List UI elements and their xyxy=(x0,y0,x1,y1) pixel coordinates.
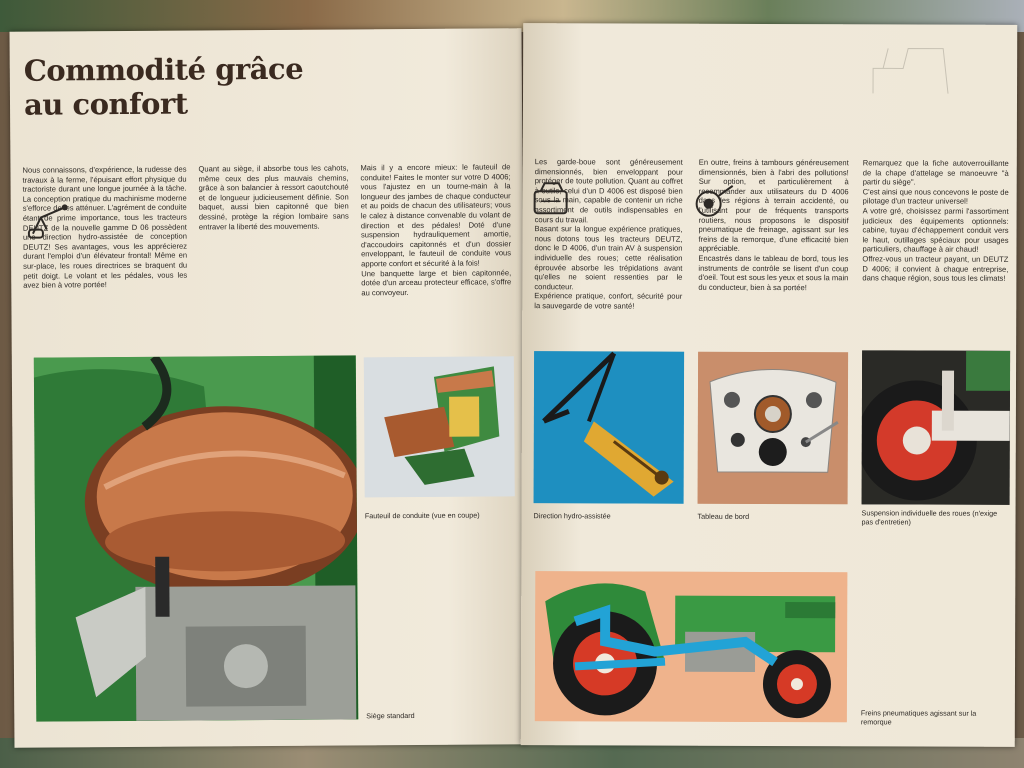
caption-standard-seat: Siège standard xyxy=(366,710,415,721)
tractor-illustration xyxy=(535,571,848,722)
left-text-column-1: Nous connaissons, d'expérience, la rudesse des travaux à la ferme, l'épuisant effort physique du tractoriste durant une longue journée à la tâche. La conception pratique du machinisme moderne s'efforce de les atténuer. L'agrément de conduite étant de prime importance, tous les tracteurs DEUTZ de la nouvelle gamme D 06 possèdent une direction hydro-assistée de conception DEUTZ! Ses avantages, vous les apprécierez durant l'emploi d'un élévateur frontal! Même en sur-place, les roues directrices se braquent du petit doigt. Le volant et les pédales, vous les avez bien à votre portée! xyxy=(22,164,188,290)
driver-seat-illustration xyxy=(364,356,515,497)
suspension-illustration xyxy=(862,350,1011,505)
caption-dashboard: Tableau de bord xyxy=(697,511,750,521)
tractor-brakes-photo xyxy=(535,571,848,722)
right-text-column-1: Les garde-boue sont généreusement dimensionnés, bien enveloppant pour protéger de toute pollution. Quant au coffret à outils, celui d'un D 4006 est disposé bien sous la main, capable de contenir un riche assortiment de outils indispensables en cours du travail. Basant sur la longue expérience pratiques, nous dotons tous les tracteurs DEUTZ, donc le D 4006, d'un train AV à suspension individuelle des roues; cette réalisation éprouvée absorbe les trépidations avant qu'elles ne soient ressenties par le conducteur. Expérience pratique, confort, sécurité pour la sauvegarde de votre santé! xyxy=(534,157,683,311)
caption-driver-seat: Fauteuil de conduite (vue en coupe) xyxy=(364,510,480,521)
standard-seat-illustration xyxy=(34,355,359,721)
suspension-photo xyxy=(862,350,1011,505)
left-text-column-3: Mais il y a encore mieux: le fauteuil de conduite! Faites le monter sur votre D 4006; vous l'ajustez en un tourne-main à la longueur des jambes de chaque conducteur et au poids de chacun des utilisateurs; vous le calez à distance convenable du volant de direction et des pédales! Doté d'une suspension hydrauliquement amortie, d'accoudoirs capitonnés et d'un dossier enveloppant, le fauteuil de conduite vous apporte confort et sécurité à la fois! Une banquette large et bien capitonnée, dotée d'un arceau protecteur efficace, s'offre au convoyeur. xyxy=(360,162,512,298)
right-text-column-3: Remarquez que la fiche autoverrouillante de la chape d'attelage se manoeuvre "à partir du siège". C'est ainsi que nous concevons le poste de pilotage d'un tracteur universel! A votre gré, choisissez parmi l'assortiment judicieux des équipements optionnels: cabine, tuyau d'échappement conduit vers le haut, outillages spéciaux pour usages particuliers, chauffage à air chaud! Offrez-vous un tracteur payant, un DEUTZ D 4006; il convient à chaque entreprise, dans chaque région, sous tous les climats! xyxy=(862,158,1009,283)
dashboard-illustration xyxy=(698,352,849,505)
title-line-2: au confort xyxy=(23,86,188,122)
steering-photo xyxy=(534,351,685,504)
standard-seat-photo xyxy=(34,355,359,721)
caption-steering: Direction hydro-assistée xyxy=(533,511,611,521)
steering-illustration xyxy=(534,351,685,504)
dashboard-photo xyxy=(698,352,849,505)
caption-brakes: Freins pneumatiques agissant sur la remorque xyxy=(860,708,977,727)
brochure-left-page xyxy=(10,28,527,748)
title-line-1: Commodité grâce xyxy=(23,51,304,88)
page-title xyxy=(24,52,304,122)
tractor-sketch xyxy=(863,38,983,108)
left-text-column-2: Quant au siège, il absorbe tous les cahots, même ceux des plus mauvais chemins, grâce à son balancier à ressort caoutchouté et de longueur judicieusement définie. Son baquet, aussi bien capitonné que bien dessiné, protège la région lombaire sans entraver la liberté des mouvements. xyxy=(198,163,349,232)
brochure-right-page xyxy=(521,23,1018,747)
driver-seat-photo xyxy=(364,356,515,497)
right-text-column-2: En outre, freins à tambours généreusement dimensionnés, bien à l'abri des pollutions! Sur option, et particulièrement à recommander aux utilisateurs du D 4006 dans les régions à terrain accidenté, ou l'utilisant pour de fréquents transports routiers, nous proposons le dispositif pneumatique de freinage, agissant sur les freins de la remorque, d'une efficacité bien appréciable. Encastrés dans le tableau de bord, tous les instruments de contrôle se lisent d'un coup d'oeil. Tout est sous les yeux et sous la main du conducteur, bien à sa portée! xyxy=(698,157,849,292)
caption-suspension: Suspension individuelle des roues (n'exige pas d'entretien) xyxy=(861,508,998,527)
